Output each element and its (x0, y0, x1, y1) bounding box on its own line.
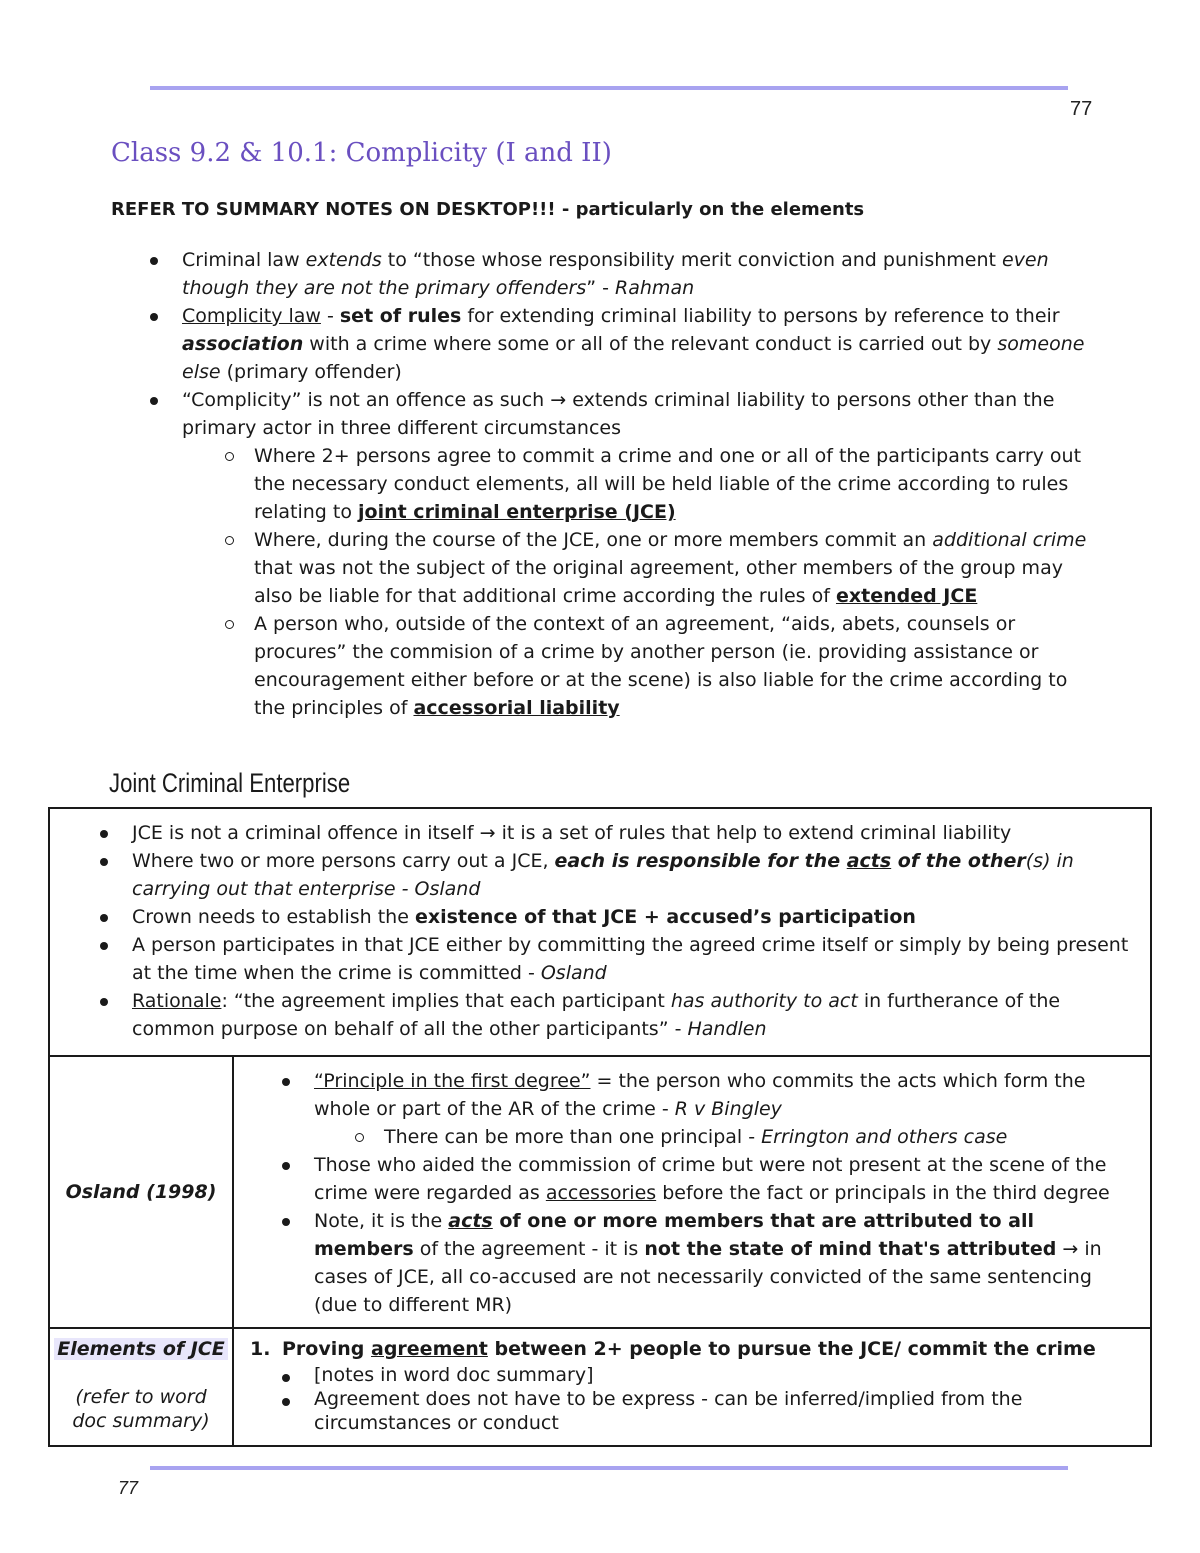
circumstances-sublist (182, 442, 1090, 722)
page-number-top: 77 (1070, 98, 1093, 120)
jce-heading: Joint Criminal Enterprise (109, 768, 351, 798)
osland-label-cell (49, 1056, 233, 1328)
list-item: [notes in word doc summary] (282, 1363, 1138, 1387)
osland-label: Osland (1998) (65, 1181, 217, 1203)
top-divider (150, 86, 1068, 90)
refer-note: REFER TO SUMMARY NOTES ON DESKTOP!!! - particularly on the elements (111, 199, 865, 220)
elements-sublabel: (refer to word doc summary) (72, 1386, 210, 1432)
elements-label-wrap (54, 1337, 228, 1361)
bottom-divider (150, 1466, 1068, 1470)
list-item: A person participates in that JCE either by committing the agreed crime itself or simply by being present at the time when the crime is committed - Osland (100, 931, 1138, 987)
list-item: There can be more than one principal - Errington and others case (352, 1123, 1138, 1151)
elements-label: Elements of JCE (54, 1338, 228, 1360)
page-title: Class 9.2 & 10.1: Complicity (I and II) (111, 138, 612, 168)
osland-sublist (314, 1123, 1138, 1151)
element-item-1: 1. Proving agreement between 2+ people to pursue the JCE/ commit the crime [notes in word doc summary] Agreement does not have to be express - can be inferred/implied from the circumstances or conduct (238, 1337, 1138, 1435)
elements-content-cell (233, 1328, 1151, 1446)
list-item: Rationale: “the agreement implies that each participant has authority to act in furtherance of the common purpose on behalf of all the other participants” - Handlen (100, 987, 1138, 1043)
list-item: Those who aided the commission of crime but were not present at the scene of the crime were regarded as accessories before the fact or principals in the third degree (282, 1151, 1138, 1207)
list-item: Agreement does not have to be express - can be inferred/implied from the circumstances or conduct (282, 1387, 1138, 1435)
list-item: Note, it is the acts of one or more members that are attributed to all members of the agreement - it is not the state of mind that's attributed → in cases of JCE, all co-accused are not necessarily convicted of the same sentencing (due to different MR) (282, 1207, 1138, 1319)
list-item: JCE is not a criminal offence in itself → it is a set of rules that help to extend criminal liability (100, 819, 1138, 847)
list-item: “Principle in the first degree” = the person who commits the acts which form the whole or part of the AR of the crime - R v Bingley There can be more than one principal - Errington and others case (282, 1067, 1138, 1151)
elements-label-cell (49, 1328, 233, 1446)
list-item: A person who, outside of the context of an agreement, “aids, abets, counsels or procures” the commision of a crime by another person (ie. providing assistance or encouragement either before or at the scene) is also liable for the crime according to the principles of accessorial liability (222, 610, 1090, 722)
page-number-bottom: 77 (118, 1478, 139, 1498)
jce-overview-list (100, 819, 1138, 1043)
list-item: Where, during the course of the JCE, one or more members commit an additional crime that was not the subject of the original agreement, other members of the group may also be liable for that additional crime according the rules of extended JCE (222, 526, 1090, 610)
osland-list (282, 1067, 1138, 1319)
intro-bullet-list (150, 246, 1090, 722)
jce-table (48, 807, 1152, 1447)
jce-overview-cell (49, 808, 1151, 1056)
list-item: Where 2+ persons agree to commit a crime and one or all of the participants carry out the necessary conduct elements, all will be held liable of the crime according to rules relating to joint criminal enterprise (JCE) (222, 442, 1090, 526)
list-item: Complicity law - set of rules for extending criminal liability to persons by reference to their association with a crime where some or all of the relevant conduct is carried out by someone else (primary offender) (150, 302, 1090, 386)
osland-content-cell (233, 1056, 1151, 1328)
list-item: Criminal law extends to “those whose responsibility merit conviction and punishment even though they are not the primary offenders” - Rahman (150, 246, 1090, 302)
element-1-sublist (282, 1363, 1138, 1435)
list-item: Crown needs to establish the existence of that JCE + accused’s participation (100, 903, 1138, 931)
list-item: “Complicity” is not an offence as such → extends criminal liability to persons other than the primary actor in three different circumstances Where 2+ persons agree to commit a crime and one or all of the participants carry out the necessary conduct elements, all will be held liable of the crime according to rules relating to joint criminal enterprise (JCE) Where, during the course of the JCE, one or more members commit an additional crime that was not the subject of the original agreement, other members of the group may also be liable for that additional crime according the rules of extended JCE A person who, outside of the context of an agreement, “aids, abets, counsels or procures” the commision of a crime by another person (ie. providing assistance or encouragement either before or at the scene) is also liable for the crime according to the principles of accessorial liability (150, 386, 1090, 722)
list-item: Where two or more persons carry out a JCE, each is responsible for the acts of the other(s) in carrying out that enterprise - Osland (100, 847, 1138, 903)
